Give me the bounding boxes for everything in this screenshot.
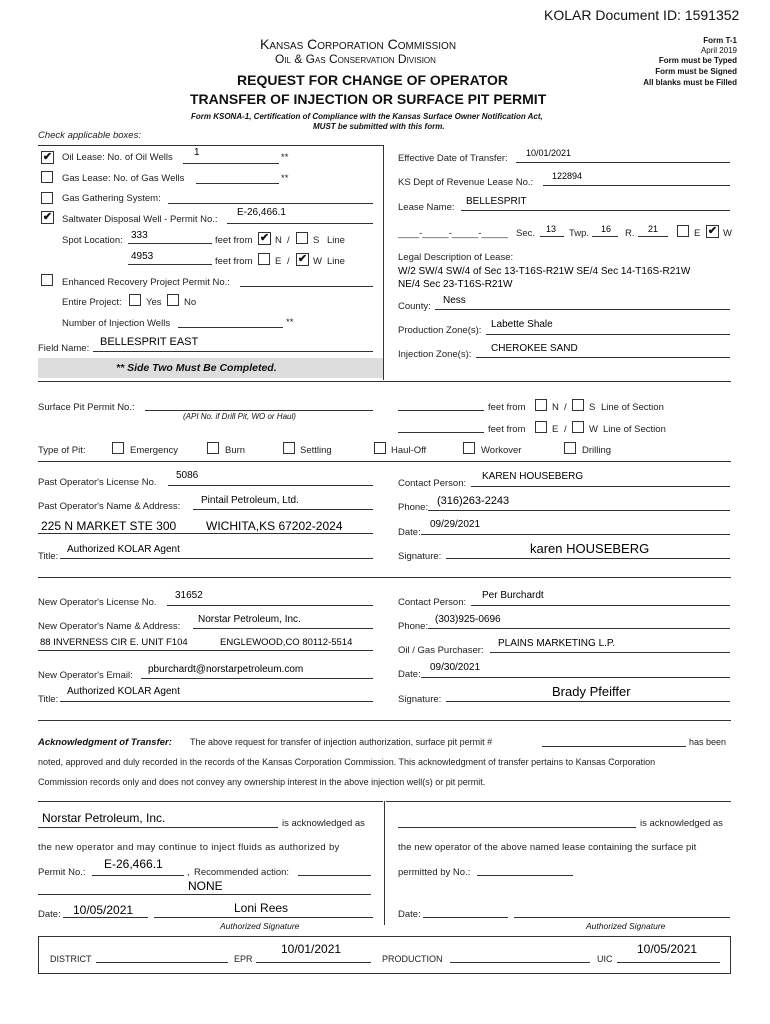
pit-ns-section-label: Line of Section — [601, 402, 664, 413]
new-phone-value[interactable]: (303)925-0696 — [435, 614, 501, 625]
spot-ew-line-label: Line — [327, 256, 345, 267]
spot-s-checkbox[interactable] — [296, 232, 308, 244]
oil-wells-line — [183, 163, 279, 164]
new-name-value[interactable]: Norstar Petroleum, Inc. — [198, 614, 301, 625]
pit-feet-from-2: feet from — [488, 424, 526, 435]
footer-epr-label: EPR — [234, 954, 253, 964]
form-note-filled: All blanks must be Filled — [643, 78, 737, 87]
ack-date-value[interactable]: 10/05/2021 — [73, 903, 134, 917]
entire-project-yes-checkbox[interactable] — [129, 294, 141, 306]
production-zone-value[interactable]: Labette Shale — [491, 319, 553, 330]
new-address-line2[interactable]: ENGLEWOOD,CO 80112-5514 — [220, 637, 353, 648]
pit-ew-section-label: Line of Section — [603, 424, 666, 435]
ks-lease-label: KS Dept of Revenue Lease No.: — [398, 177, 534, 188]
gas-gathering-line[interactable] — [168, 203, 373, 204]
new-phone-label: Phone: — [398, 621, 429, 632]
pit-s-label: S — [589, 402, 596, 413]
ack-right-auth-signature: Authorized Signature — [586, 921, 666, 931]
pit-e-label: E — [552, 424, 559, 435]
spot-e-label: E — [275, 256, 282, 267]
enhanced-recovery-line[interactable] — [240, 286, 373, 287]
oil-lease-label: Oil Lease: No. of Oil Wells — [62, 152, 173, 163]
legal-description-line1[interactable]: W/2 SW/4 SW/4 of Sec 13-T16S-R21W SE/4 Sec 14-T16S-R21W — [398, 266, 691, 277]
past-contact-value[interactable]: KAREN HOUSEBERG — [482, 471, 584, 482]
injection-zone-value[interactable]: CHEROKEE SAND — [491, 343, 578, 354]
new-license-label: New Operator's License No. — [38, 597, 157, 608]
past-date-value[interactable]: 09/29/2021 — [430, 519, 481, 530]
gas-gathering-checkbox[interactable] — [41, 192, 53, 204]
feet-from-label: feet from — [215, 235, 253, 246]
ack-left-operator[interactable]: Norstar Petroleum, Inc. — [42, 811, 166, 825]
swd-checkbox[interactable]: ✔ — [42, 211, 53, 223]
num-injection-wells-line[interactable] — [178, 327, 283, 328]
field-name-value[interactable]: BELLESPRIT EAST — [100, 336, 199, 348]
pit-workover-label: Workover — [481, 445, 522, 456]
form-subtitle-1: Form KSONA-1, Certification of Compliance with the Kansas Surface Owner Notification Act, — [191, 112, 543, 121]
past-address-line1[interactable]: 225 N MARKET STE 300 — [41, 519, 177, 533]
field-name-line — [93, 351, 373, 352]
ack-right-date-label: Date: — [398, 909, 421, 920]
pit-n-checkbox[interactable] — [535, 399, 547, 411]
spot-e-checkbox[interactable] — [258, 253, 270, 265]
spot-n-checkbox[interactable]: ✔ — [259, 232, 270, 244]
pit-emergency-label: Emergency — [130, 445, 179, 456]
range-w-label: W — [723, 228, 732, 239]
spot-s-label: S — [313, 235, 320, 246]
ks-lease-line — [543, 185, 730, 186]
enhanced-recovery-label: Enhanced Recovery Project Permit No.: — [62, 277, 230, 288]
gas-lease-checkbox[interactable] — [41, 171, 53, 183]
field-name-label: Field Name: — [38, 343, 90, 354]
pit-haul-off-label: Haul-Off — [391, 445, 427, 456]
pit-s-checkbox[interactable] — [572, 399, 584, 411]
footer-uic-date[interactable]: 10/05/2021 — [637, 942, 698, 956]
division-name: Oil & Gas Conservation Division — [275, 52, 436, 66]
footer-district-label: DISTRICT — [50, 954, 92, 964]
form-subtitle-2: MUST be submitted with this form. — [313, 122, 445, 131]
past-phone-label: Phone: — [398, 502, 429, 513]
new-signature-value[interactable]: Brady Pfeiffer — [552, 684, 631, 699]
ack-heading: Acknowledgment of Transfer: — [38, 737, 172, 748]
new-purchaser-label: Oil / Gas Purchaser: — [398, 645, 484, 656]
ack-date-label: Date: — [38, 909, 61, 920]
ack-text-1: The above request for transfer of injection authorization, surface pit permit # — [190, 737, 493, 747]
past-signature-value[interactable]: karen HOUSEBERG — [530, 541, 650, 556]
spot-ew-value[interactable]: 4953 — [131, 251, 154, 262]
new-email-value[interactable]: pburchardt@norstarpetroleum.com — [148, 664, 304, 675]
pit-burn-checkbox[interactable] — [207, 442, 219, 454]
form-note-typed: Form must be Typed — [658, 56, 737, 65]
past-license-value[interactable]: 5086 — [176, 470, 199, 481]
range-e-label: E — [694, 228, 701, 239]
ack-action-value[interactable]: NONE — [188, 879, 223, 893]
county-value[interactable]: Ness — [443, 295, 466, 306]
ack-right-is-ack: is acknowledged as — [640, 818, 723, 829]
injection-zone-label: Injection Zone(s): — [398, 349, 472, 360]
ack-left-text: the new operator and may continue to inject fluids as authorized by — [38, 842, 340, 853]
lease-name-line — [461, 210, 730, 211]
swd-label: Saltwater Disposal Well - Permit No.: — [62, 214, 218, 225]
footer-production-label: PRODUCTION — [382, 954, 443, 964]
ack-left-auth-signature: Authorized Signature — [220, 921, 300, 931]
pit-ns-line[interactable] — [398, 410, 484, 411]
form-note-signed: Form must be Signed — [655, 67, 737, 76]
production-zone-label: Production Zone(s): — [398, 325, 482, 336]
swd-permit-value[interactable]: E-26,466.1 — [237, 207, 286, 218]
ack-right-operator-line[interactable] — [398, 827, 636, 828]
gas-wells-line[interactable] — [196, 183, 279, 184]
ack-permit-no-value[interactable]: E-26,466.1 — [104, 857, 163, 871]
rule-2 — [38, 461, 731, 462]
ks-lease-value[interactable]: 122894 — [552, 171, 583, 181]
twp-value[interactable]: 16 — [601, 224, 612, 234]
form-date: April 2019 — [700, 46, 737, 55]
new-title-value[interactable]: Authorized KOLAR Agent — [67, 686, 180, 697]
entire-project-no-label: No — [184, 297, 197, 308]
feet-from-label-2: feet from — [215, 256, 253, 267]
new-purchaser-value[interactable]: PLAINS MARKETING L.P. — [498, 638, 616, 649]
footer-epr-date[interactable]: 10/01/2021 — [281, 942, 342, 956]
check-boxes-label: Check applicable boxes: — [38, 130, 141, 141]
ack-right-text: the new operator of the above named lease containing the surface pit — [398, 842, 697, 853]
spot-w-label: W — [313, 256, 322, 267]
num-injection-wells-stars: ** — [286, 317, 294, 328]
entire-project-no-checkbox[interactable] — [167, 294, 179, 306]
past-phone-value[interactable]: (316)263-2243 — [437, 495, 510, 507]
pit-drilling-label: Drilling — [582, 445, 612, 456]
production-zone-line — [486, 334, 730, 335]
pit-settling-checkbox[interactable] — [283, 442, 295, 454]
form-title-1: REQUEST FOR CHANGE OF OPERATOR — [237, 72, 508, 88]
pit-workover-checkbox[interactable] — [463, 442, 475, 454]
twp-label: Twp. — [569, 228, 590, 239]
past-date-label: Date: — [398, 527, 421, 538]
spot-ns-line — [128, 243, 212, 244]
new-title-label: Title: — [38, 694, 59, 705]
new-address-line1[interactable]: 88 INVERNESS CIR E. UNIT F104 — [40, 637, 188, 648]
pit-emergency-checkbox[interactable] — [112, 442, 124, 454]
past-address-line2[interactable]: WICHITA,KS 67202-2024 — [206, 519, 343, 533]
ack-recommended-label: Recommended action: — [194, 867, 290, 878]
enhanced-recovery-checkbox[interactable] — [41, 274, 53, 286]
spot-ns-line-label: Line — [327, 235, 345, 246]
range-value[interactable]: 21 — [648, 224, 659, 234]
legal-description-line2[interactable]: NE/4 Sec 23-T16S-R21W — [398, 279, 513, 290]
form-number: Form T-1 — [703, 36, 737, 45]
past-signature-label: Signature: — [398, 551, 442, 562]
new-date-label: Date: — [398, 669, 421, 680]
rule-1 — [38, 381, 731, 382]
injection-zone-line — [476, 357, 730, 358]
api-note: (API No. if Drill Pit, WO or Haul) — [183, 412, 296, 421]
county-line — [435, 309, 730, 310]
spot-w-checkbox[interactable]: ✔ — [297, 253, 308, 265]
top-rule — [38, 145, 383, 146]
oil-lease-checkbox[interactable]: ✔ — [42, 151, 53, 163]
county-label: County: — [398, 301, 431, 312]
pit-burn-label: Burn — [225, 445, 246, 456]
lease-name-label: Lease Name: — [398, 202, 455, 213]
spot-n-label: N — [275, 235, 282, 246]
spot-ns-value[interactable]: 333 — [131, 230, 148, 241]
pit-drilling-checkbox[interactable] — [564, 442, 576, 454]
effective-date-value[interactable]: 10/01/2021 — [526, 148, 572, 158]
spot-ew-line — [128, 264, 212, 265]
ack-permit-line[interactable] — [542, 746, 686, 747]
ack-text-3: Commission records only and does not convey any ownership interest in the above injection well(s) or pit permit. — [38, 777, 486, 787]
past-contact-label: Contact Person: — [398, 478, 467, 489]
sec-value[interactable]: 13 — [546, 224, 557, 234]
new-signature-label: Signature: — [398, 694, 442, 705]
new-contact-label: Contact Person: — [398, 597, 467, 608]
surface-pit-label: Surface Pit Permit No.: — [38, 402, 135, 413]
sec-label: Sec. — [516, 228, 536, 239]
rule-4 — [38, 720, 731, 721]
gas-lease-label: Gas Lease: No. of Gas Wells — [62, 173, 185, 184]
new-license-value[interactable]: 31652 — [175, 590, 203, 601]
range-e-checkbox[interactable] — [677, 225, 689, 237]
past-license-label: Past Operator's License No. — [38, 477, 157, 488]
range-w-checkbox[interactable]: ✔ — [707, 225, 718, 237]
footer-uic-label: UIC — [597, 954, 613, 964]
range-label: R. — [625, 228, 635, 239]
ack-permitted-by-label: permitted by No.: — [398, 867, 471, 878]
ack-left-is-ack: is acknowledged as — [282, 818, 365, 829]
agency-name: Kansas Corporation Commission — [260, 36, 457, 52]
pit-n-label: N — [552, 402, 559, 413]
gas-wells-stars: ** — [281, 173, 289, 184]
past-title-value[interactable]: Authorized KOLAR Agent — [67, 544, 180, 555]
new-date-value[interactable]: 09/30/2021 — [430, 662, 481, 673]
effective-date-label: Effective Date of Transfer: — [398, 153, 508, 164]
ack-permit-no-label: Permit No.: — [38, 867, 86, 878]
new-name-label: New Operator's Name & Address: — [38, 621, 181, 632]
pit-settling-label: Settling — [300, 445, 332, 456]
effective-date-line — [516, 162, 730, 163]
side-two-text: ** Side Two Must Be Completed. — [116, 362, 277, 374]
pit-feet-from-1: feet from — [488, 402, 526, 413]
pit-e-checkbox[interactable] — [535, 421, 547, 433]
spot-location-label: Spot Location: — [62, 235, 123, 246]
legal-description-label: Legal Description of Lease: — [398, 252, 514, 263]
pit-w-checkbox[interactable] — [572, 421, 584, 433]
pit-w-label: W — [589, 424, 598, 435]
oil-wells-value[interactable]: 1 — [194, 147, 200, 158]
pit-haul-off-checkbox[interactable] — [374, 442, 386, 454]
past-name-value[interactable]: Pintail Petroleum, Ltd. — [201, 495, 299, 506]
surface-pit-line[interactable] — [145, 410, 373, 411]
entire-project-yes-label: Yes — [146, 297, 162, 308]
past-name-label: Past Operator's Name & Address: — [38, 501, 181, 512]
form-title-2: TRANSFER OF INJECTION OR SURFACE PIT PERMIT — [190, 91, 547, 107]
gas-gathering-label: Gas Gathering System: — [62, 193, 161, 204]
ack-permitted-by-line[interactable] — [477, 875, 573, 876]
ack-text-2: noted, approved and duly recorded in the records of the Kansas Corporation Commission. This acknowledgment of transfer pertains to Kansas Corporation — [38, 757, 656, 767]
rule-3 — [38, 577, 731, 578]
type-of-pit-label: Type of Pit: — [38, 445, 86, 456]
entire-project-label: Entire Project: — [62, 297, 122, 308]
ack-signer-value[interactable]: Loni Rees — [234, 901, 289, 915]
new-email-label: New Operator's Email: — [38, 670, 133, 681]
new-contact-value[interactable]: Per Burchardt — [482, 590, 544, 601]
num-injection-wells-label: Number of Injection Wells — [62, 318, 171, 329]
pit-ew-line[interactable] — [398, 432, 484, 433]
section-divider — [383, 145, 384, 380]
lease-name-value[interactable]: BELLESPRIT — [466, 196, 527, 207]
document-id: KOLAR Document ID: 1591352 — [544, 7, 740, 23]
oil-wells-stars: ** — [281, 152, 289, 163]
swd-permit-line — [227, 223, 373, 224]
ack-has-been: has been — [689, 737, 727, 747]
past-title-label: Title: — [38, 551, 59, 562]
